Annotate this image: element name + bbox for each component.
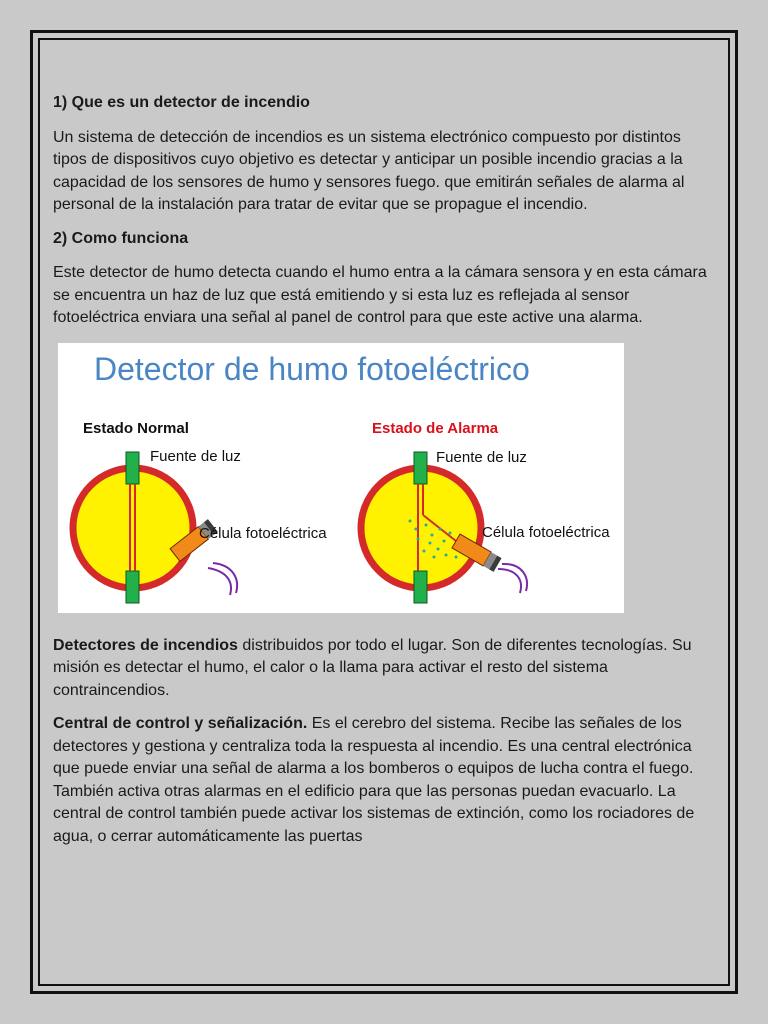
section-2-text: Este detector de humo detecta cuando el humo entra a la cámara sensora y en esta cámara se encuentra un haz de luz que está emitiendo y si esta luz es reflejada al sensor fotoeléctrica enviara una señal al panel de control para que este active una alarma.: [53, 264, 707, 326]
paragraph-control-central-bold: Central de control y señalización.: [53, 715, 308, 732]
paragraph-detectors: [53, 635, 713, 703]
paragraph-control-central: [53, 713, 713, 848]
state-alarm-label: Estado de Alarma: [372, 419, 499, 437]
paragraph-detectors-bold: Detectores de incendios: [53, 636, 238, 654]
light-source-label-normal: Fuente de luz: [150, 447, 241, 465]
section-1-text: Un sistema de detección de incendios es un sistema electrónico compuesto por distintos tipos de dispositivos cuyo objetivo es detectar y anticipar un posible incendio gracias a la capacidad de los sensores de humo y sensores fuego. que emitirán señales de alarma al personal de la instalación para tratar de evitar que se propague el incendio.: [53, 128, 685, 213]
document-body: [53, 92, 713, 859]
paragraph-detectors-text: distribuidos por todo el lugar. Son de diferentes tecnologías. Su misión es detectar el humo, el calor o la llama para activar el resto del sistema contraincendios.: [53, 636, 692, 699]
light-source-label-alarm: Fuente de luz: [436, 448, 527, 466]
paragraph-control-central-text: Es el cerebro del sistema. Recibe las señales de los detectores y gestiona y centraliza toda la respuesta al incendio. Es una central electrónica que puede enviar una señal de alarma a los bomberos o equipos de lucha contra el fuego. También activa otras alarmas en el edificio para que las personas puedan evacuarlo. La central de control también puede activar los sistemas de extinción, como los rociadores de agua, o cerrar automáticamente las puertas: [53, 715, 695, 845]
section-2-heading: 2) Como funciona: [53, 229, 189, 247]
figure-title: Detector de humo fotoeléctrico: [94, 350, 530, 387]
photocell-label-alarm: Célula fotoeléctrica: [482, 523, 610, 541]
photocell-label-normal: Célula fotoeléctrica: [199, 524, 327, 542]
smoke-detector-figure: [58, 343, 624, 613]
state-normal-label: Estado Normal: [83, 419, 189, 437]
section-1-heading: 1) Que es un detector de incendio: [53, 94, 310, 111]
